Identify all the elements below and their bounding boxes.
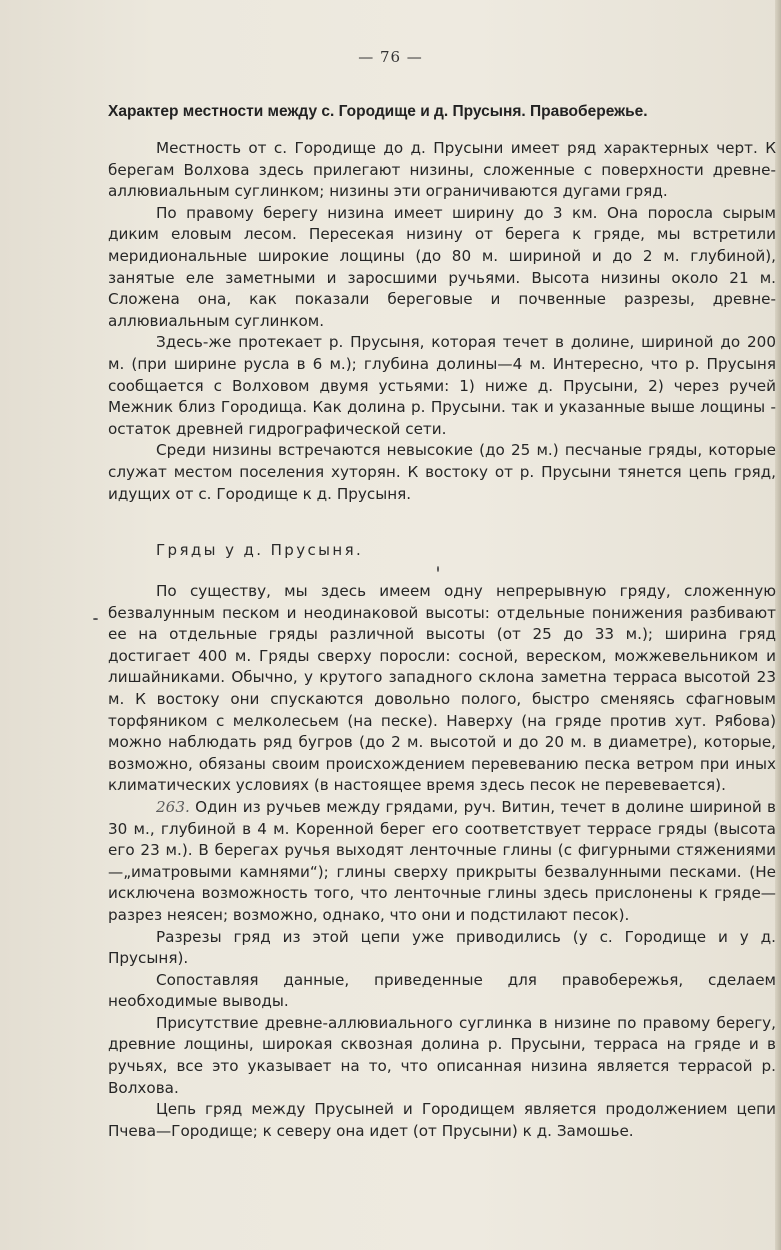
pencil-annotation: 263. [156, 797, 190, 816]
section-2-body [108, 581, 776, 1142]
print-speck [93, 618, 98, 620]
paragraph: Среди низины встречаются невысокие (до 25 м.) песчаные гряды, которые служат местом поселения хуторян. К востоку от р. Прусыни тянется цепь гряд, идущих от с. Городище к д. Прусыня. [108, 441, 776, 503]
paragraph: По правому берегу низина имеет ширину до 3 км. Она поросла сырым диким еловым лесом. Пересекая низину от берега к гряде, мы встретили меридиональные широкие лощины (до 80 м. шириной и до 2 м. глубиной), занятые еле заметными и заросшими ручьями. Высота низины около 21 м. Сложена она, как показали береговые и почвенные разрезы, древне-аллювиальным суглинком. [108, 203, 776, 330]
paragraph: Сопоставляя данные, приведенные для правобережья, сделаем необходимые выводы. [108, 970, 776, 1011]
paragraph-text: Один из ручьев между грядами, руч. Витин, течет в долине шириной в 30 м., глубиной в 4 м. Коренной берег его соответствует террасе гряды (высота его 23 м.). В берегах ручья выходят ленточные глины (с фигурными стяжениями—„иматровыми камнями“); глины сверху прикрыты безвалунными песками. (Не исключена возможность того, что ленточные глины здесь прислонены к гряде—разрез неясен; возможно, однако, что они и подстилают песок). [108, 797, 777, 924]
print-speck [437, 566, 439, 572]
subheading: Гряды у д. Прусыня. [156, 541, 364, 559]
paragraph: Разрезы гряд из этой цепи уже приводились (у с. Городище и у д. Прусыня). [108, 927, 776, 968]
page-number: — 76 — [358, 48, 423, 66]
paragraph: Цепь гряд между Прусыней и Городищем является продолжением цепи Пчева—Городище; к северу она идет (от Прусыни) к д. Замошье. [108, 1100, 776, 1140]
paragraph: Присутствие древне-аллювиального суглинка в низине по правому берегу, древние лощины, широкая сквозная долина р. Прусыни, терраса на гряде и в ручьях, все это указывает на то, что описанная низина является террасой р. Волхова. [108, 1013, 776, 1097]
paragraph: Местность от с. Городище до д. Прусыни имеет ряд характерных черт. К берегам Волхова здесь прилегают низины, сложенные с поверхности древне-аллювиальным суглинком; низины эти ограничиваются дугами гряд. [108, 139, 776, 201]
paragraph: Здесь-же протекает р. Прусыня, которая течет в долине, шириной до 200 м. (при ширине русла в 6 м.); глубина долины—4 м. Интересно, что р. Прусыня сообщается с Волховом двумя устьями: 1) ниже д. Прусыни, 2) через ручей Межник близ Городища. Как долина р. Прусыни. так и указанные выше лощины - остаток древней гидрографической сети. [108, 333, 776, 438]
section-1-body [108, 138, 776, 505]
paragraph: По существу, мы здесь имеем одну непрерывную гряду, сложенную безвалунным песком и неодинаковой высоты: отдельные понижения разбивают ее на отдельные гряды различной высоты (от 25 до 33 м.); ширина гряд достигает 400 м. Гряды сверху поросли: сосной, вереском, можжевельником и лишайниками. Обычно, у крутого западного склона заметна терраса высотой 23 м. К востоку они спускаются довольно полого, быстро сменяясь сфагновым торфяником с мелколесьем (на песке). Наверху (на гряде против хут. Рябова) можно наблюдать ряд бугров (до 2 м. высотой и до 20 м. в диаметре), которые, возможно, обязаны своим происхождением перевеванию песка ветром при иных климатических условиях (в настоящее время здесь песок не перевевается). [108, 582, 776, 795]
paragraph [108, 797, 776, 927]
section-heading: Характер местности между с. Городище и д. Прусыня. Правобережье. [108, 103, 648, 120]
